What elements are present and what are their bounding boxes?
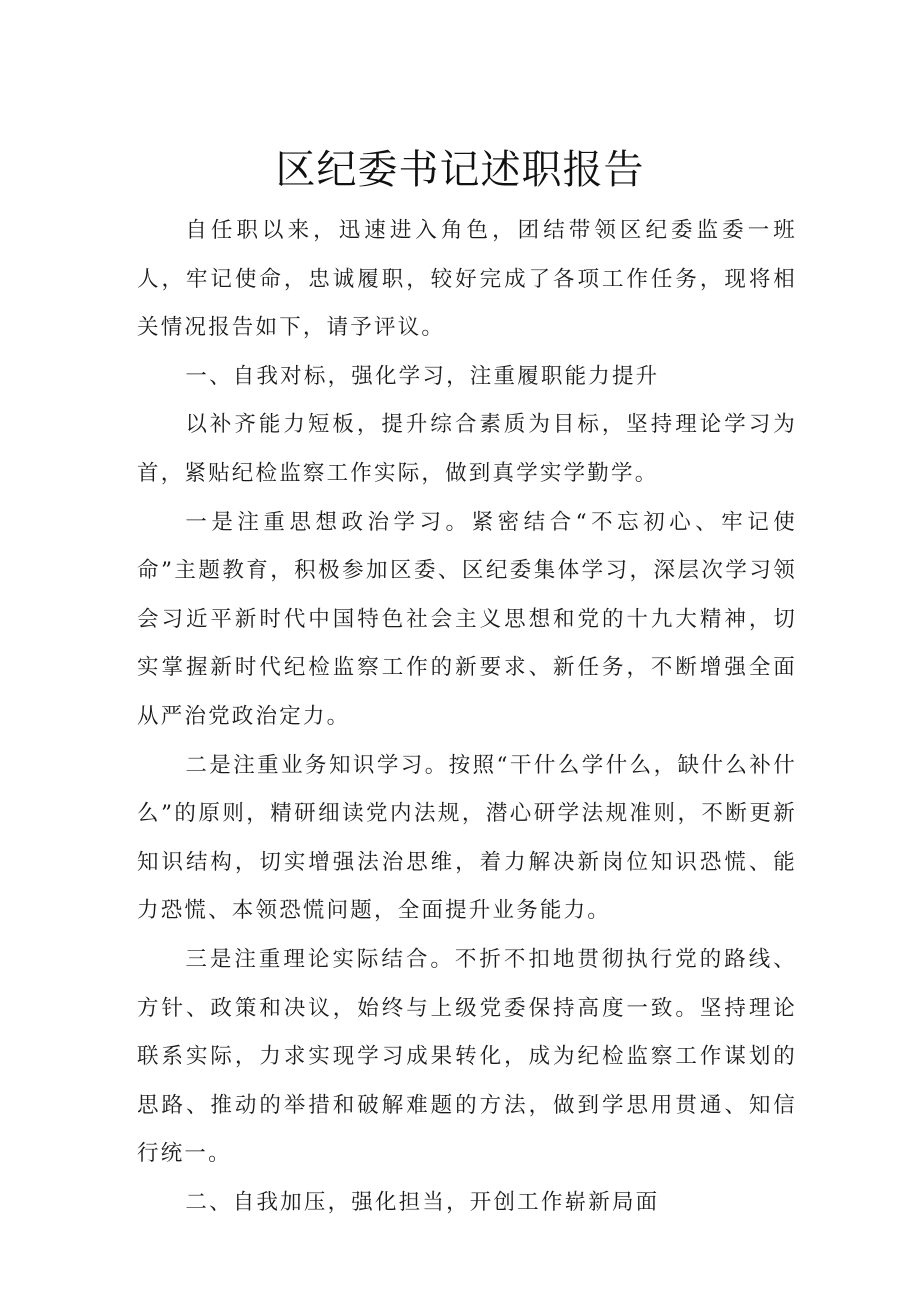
paragraph-intro: 自任职以来，迅速进入角色，团结带领区纪委监委一班人，牢记使命，忠诚履职，较好完成了各项工作任务，现将相关情况报告如下，请予评议。	[137, 218, 797, 341]
paragraph-business-study: 二是注重业务知识学习。按照“干什么学什么，缺什么补什么”的原则，精研细读党内法规，潜心研学法规准则，不断更新知识结构，切实增强法治思维，着力解决新岗位知识恐慌、能力恐慌、本领恐慌问题，全面提升业务能力。	[137, 752, 797, 924]
section-heading-2: 二、自我加压，强化担当，开创工作崭新局面	[185, 1189, 660, 1215]
paragraph-section-1-intro: 以补齐能力短板，提升综合素质为目标，坚持理论学习为首，紧贴纪检监察工作实际，做到真学实学勤学。	[137, 412, 797, 486]
paragraph-political-study: 一是注重思想政治学习。紧密结合“不忘初心、牢记使命”主题教育，积极参加区委、区纪委集体学习，深层次学习领会习近平新时代中国特色社会主义思想和党的十九大精神，切实掌握新时代纪检监察工作的新要求、新任务，不断增强全面从严治党政治定力。	[137, 509, 797, 729]
document-title: 区纪委书记述职报告	[275, 147, 645, 193]
document-body	[137, 207, 797, 1227]
section-heading-1: 一、自我对标，强化学习，注重履职能力提升	[185, 363, 660, 389]
paragraph-theory-practice: 三是注重理论实际结合。不折不扣地贯彻执行党的路线、方针、政策和决议，始终与上级党委保持高度一致。坚持理论联系实际，力求实现学习成果转化，成为纪检监察工作谋划的思路、推动的举措和破解难题的方法，做到学思用贯通、知信行统一。	[137, 946, 797, 1167]
